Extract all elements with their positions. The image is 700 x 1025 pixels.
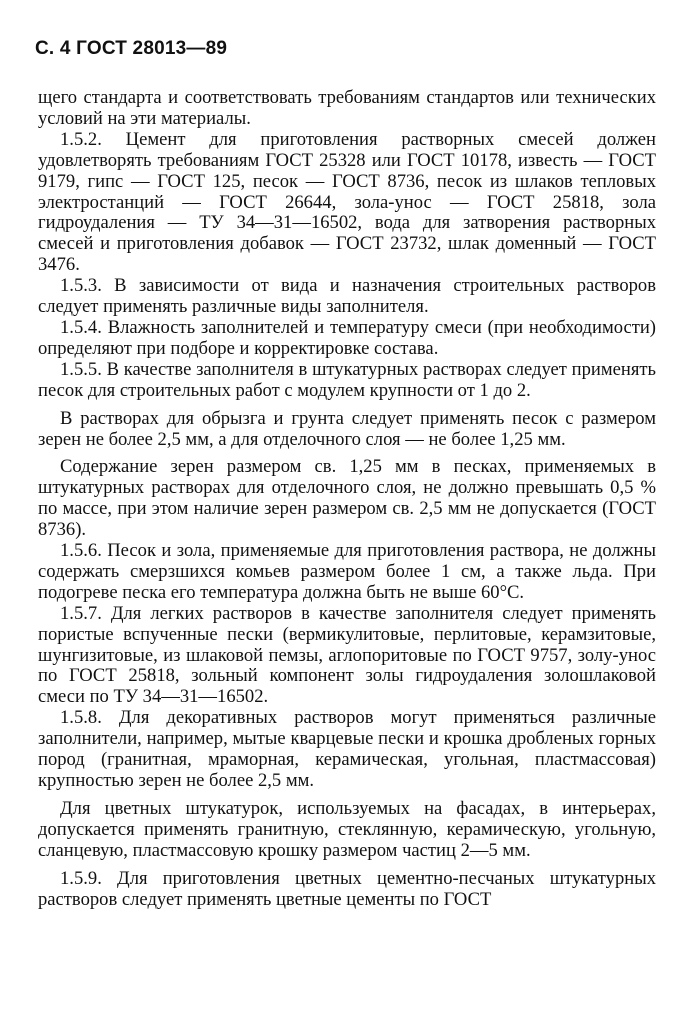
paragraph-1-5-5: 1.5.5. В качестве заполнителя в штукатурных растворах следует применять песок для строительных работ с модулем крупности от 1 до 2.: [38, 358, 656, 401]
paragraph-1-5-6: 1.5.6. Песок и зола, применяемые для приготовления раствора, не должны содержать смерзшихся комьев размером более 1 см, а также льда. При подогреве песка его температура должна быть не выше 60°С.: [38, 540, 656, 603]
paragraph-colored-plasters: Для цветных штукатурок, используемых на фасадах, в интерьерах, допускается применять гранитную, стеклянную, керамическую, угольную, сланцевую, пластмассовую крошку размером частиц 2—5 мм.: [38, 797, 656, 861]
paragraph-1-5-7: 1.5.7. Для легких растворов в качестве заполнителя следует применять пористые вспученные пески (вермикулитовые, перлитовые, керамзитовые, шунгизитовые, из шлаковой пемзы, аглопоритовые по ГОСТ 9757, золу-унос по ГОСТ 25818, зольный компонент золы гидроудаления золошлаковой смеси по ТУ 34—31—16502.: [38, 602, 656, 708]
paragraph-spray-primer: В растворах для обрызга и грунта следует применять песок с размером зерен не более 2,5 мм, а для отделочного слоя — не более 1,25 мм.: [38, 407, 656, 450]
page-header: С. 4 ГОСТ 28013—89: [35, 38, 228, 59]
paragraph-1-5-2: 1.5.2. Цемент для приготовления растворных смесей должен удовлетворять требованиям ГОСТ 25328 или ГОСТ 10178, известь — ГОСТ 9179, гипс — ГОСТ 125, песок — ГОСТ 8736, песок из шлаков тепловых электростанций — ГОСТ 26644, зола-унос — ГОСТ 25818, зола гидроудаления — ТУ 34—31—16502, вода для затворения растворных смесей и приготовления добавок — ГОСТ 23732, шлак доменный — ГОСТ 3476.: [38, 128, 656, 276]
paragraph-1-5-4: 1.5.4. Влажность заполнителей и температуру смеси (при необходимости) определяют при подборе и корректировке состава.: [38, 316, 656, 359]
paragraph-continuation: щего стандарта и соответствовать требованиям стандартов или технических условий на эти материалы.: [38, 87, 656, 129]
paragraph-1-5-3: 1.5.3. В зависимости от вида и назначения строительных растворов следует применять различные виды заполнителя.: [38, 275, 656, 318]
paragraph-1-5-9: 1.5.9. Для приготовления цветных цементно-песчаных штукатурных растворов следует применять цветные цементы по ГОСТ: [38, 867, 656, 910]
paragraph-grain-content: Содержание зерен размером св. 1,25 мм в песках, применяемых в штукатурных растворах для отделочного слоя, не должно превышать 0,5 % по массе, при этом наличие зерен размером св. 2,5 мм не допускается (ГОСТ 8736).: [38, 456, 656, 541]
document-body: [38, 88, 656, 910]
paragraph-1-5-8: 1.5.8. Для декоративных растворов могут применяться различные заполнители, например, мытые кварцевые пески и крошка дробленых горных пород (гранитная, мраморная, керамическая, угольная, пластмассовая) крупностью зерен не более 2,5 мм.: [38, 707, 656, 791]
